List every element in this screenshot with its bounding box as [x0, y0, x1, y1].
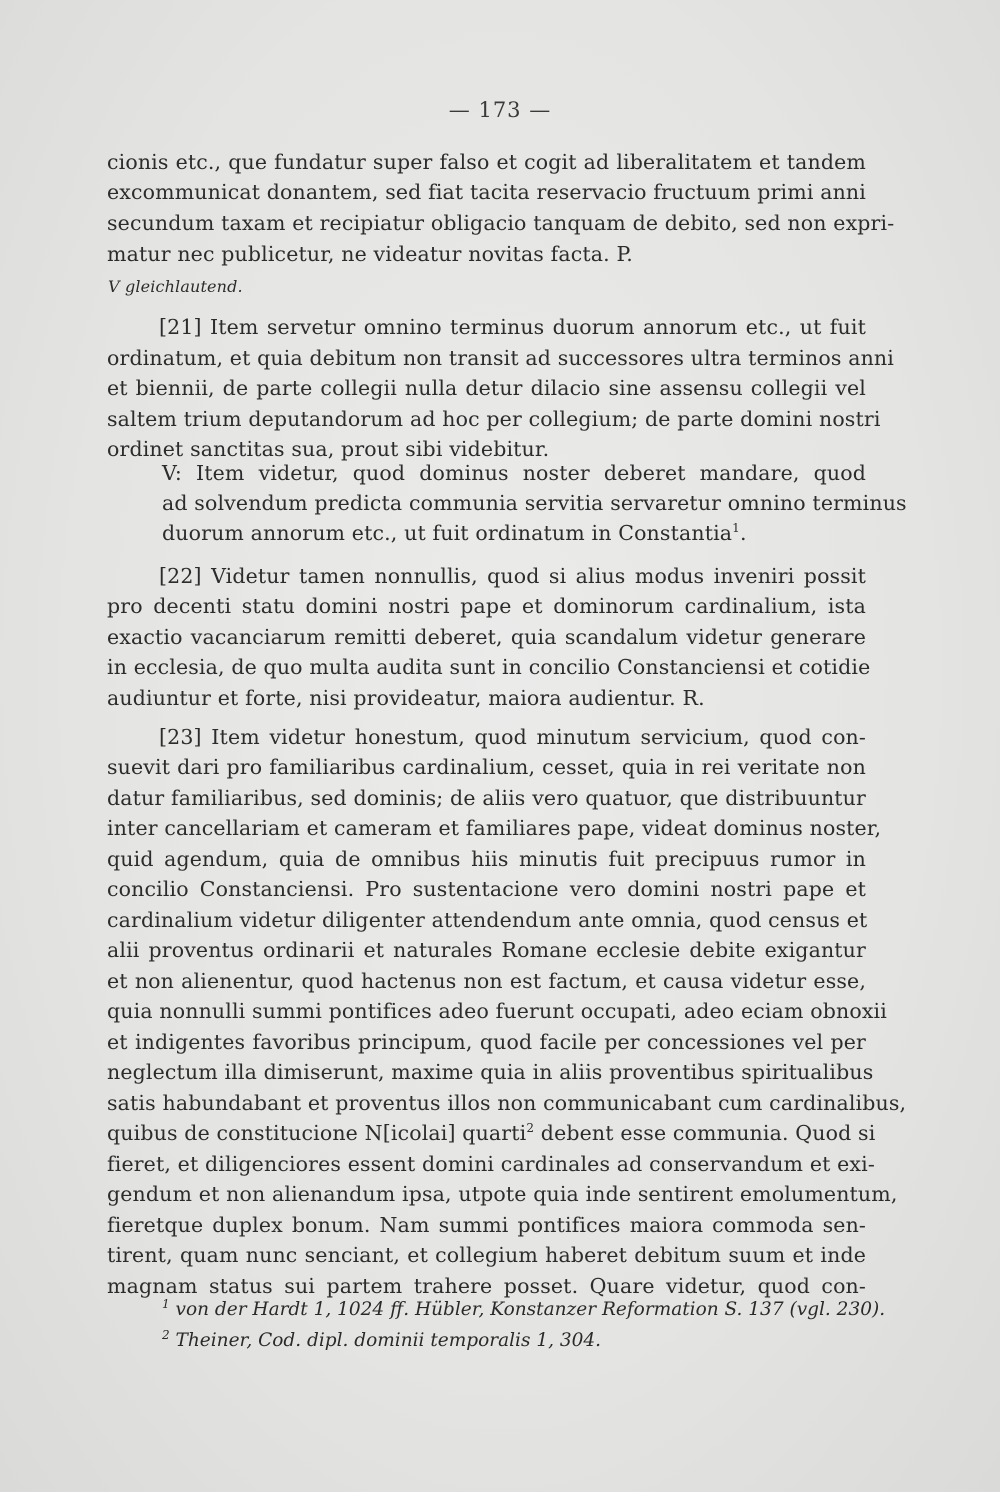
text-line: gendum et non alienandum ipsa, utpote quia inde sentirent emolumentum,	[107, 1182, 898, 1206]
text-line: excommunicat donantem, sed fiat tacita reservacio fructuum primi anni	[107, 180, 866, 204]
text-line: quid agendum, quia de omnibus hiis minutis fuit precipuus rumor in	[107, 847, 866, 871]
footnote-ref-1: 1	[732, 521, 740, 536]
footnote-text: Theiner, Cod. dipl. dominii temporalis 1, 304.	[175, 1330, 602, 1351]
footnote-marker: 1	[162, 1296, 170, 1311]
text-line: audiuntur et forte, nisi provideatur, maiora audientur. R.	[107, 686, 705, 710]
text-line: cardinalium videtur diligenter attendendum ante omnia, quod census et	[107, 908, 868, 932]
text-line: suevit dari pro familiaribus cardinalium, cesset, quia in rei veritate non	[107, 755, 866, 779]
text-line: alii proventus ordinarii et naturales Romane ecclesie debite exigantur	[107, 938, 866, 962]
text-line: inter cancellariam et cameram et familiares pape, videat dominus noster,	[107, 816, 882, 840]
line-text: quibus de constitucione N[icolai] quarti	[107, 1121, 527, 1145]
text-line: duorum annorum etc., ut fuit ordinatum in Constantia$^1$.	[162, 521, 747, 545]
text-line: cionis etc., que fundatur super falso et cogit ad liberalitatem et tandem	[107, 150, 866, 174]
text-line: ordinet sanctitas sua, prout sibi videbitur.	[107, 437, 550, 461]
text-line: fieretque duplex bonum. Nam summi pontifices maiora commoda sen-	[107, 1213, 866, 1237]
page-number: — 173 —	[448, 98, 552, 122]
text-line: ordinatum, et quia debitum non transit ad successores ultra terminos anni	[107, 346, 894, 370]
text-line: pro decenti statu domini nostri pape et dominorum cardinalium, ista	[107, 594, 866, 618]
variant-v-start: V: Item videtur, quod dominus noster deberet mandare, quod	[162, 461, 866, 485]
text-line: magnam status sui partem trahere posset. Quare videtur, quod con-	[107, 1274, 866, 1298]
text-line: saltem trium deputandorum ad hoc per collegium; de parte domini nostri	[107, 407, 881, 431]
text-line: datur familiaribus, sed dominis; de aliis vero quatuor, que distribuuntur	[107, 786, 866, 810]
text-line: tirent, quam nunc senciant, et collegium haberet debitum suum et inde	[107, 1243, 866, 1267]
text-line: concilio Constanciensi. Pro sustentacione vero domini nostri pape et	[107, 877, 866, 901]
text-line: ad solvendum predicta communia servitia servaretur omnino terminus	[162, 491, 907, 515]
line-text: debent esse communia. Quod si	[534, 1121, 876, 1145]
variant-note: V gleichlautend.	[108, 277, 243, 296]
text-line: neglectum illa dimiserunt, maxime quia in aliis proventibus spiritualibus	[107, 1060, 874, 1084]
line-text: duorum annorum etc., ut fuit ordinatum in Constantia	[162, 521, 733, 545]
text-line: fieret, et diligenciores essent domini cardinales ad conservandum et exi-	[107, 1152, 875, 1176]
text-line	[107, 1118, 876, 1148]
text-line: exactio vacanciarum remitti deberet, quia scandalum videtur generare	[107, 625, 866, 649]
text-line: et biennii, de parte collegii nulla detur dilacio sine assensu collegii vel	[107, 376, 866, 400]
text-line: matur nec publicetur, ne videatur novitas facta. P.	[107, 242, 633, 266]
text-line: et indigentes favoribus principum, quod facile per concessiones vel per	[107, 1030, 866, 1054]
text-line: secundum taxam et recipiatur obligacio tanquam de debito, sed non expri-	[107, 211, 895, 235]
paragraph-23-start: [23] Item videtur honestum, quod minutum servicium, quod con-	[159, 725, 866, 749]
footnote-marker: 2	[162, 1327, 170, 1342]
paragraph-21-start: [21] Item servetur omnino terminus duorum annorum etc., ut fuit	[159, 315, 866, 339]
paragraph-22-start: [22] Videtur tamen nonnullis, quod si alius modus inveniri possit	[159, 564, 866, 588]
text-line: quia nonnulli summi pontifices adeo fuerunt occupati, adeo eciam obnoxii	[107, 999, 887, 1023]
text-line: in ecclesia, de quo multa audita sunt in concilio Constanciensi et cotidie	[107, 655, 871, 679]
text-line: et non alienentur, quod hactenus non est factum, et causa videtur esse,	[107, 969, 866, 993]
footnote-ref-2: 2	[526, 1121, 535, 1136]
footnote-2	[162, 1327, 601, 1355]
text-line: satis habundabant et proventus illos non communicabant cum cardinalibus,	[107, 1091, 907, 1115]
footnote-text: von der Hardt 1, 1024 ff. Hübler, Konstanzer Reformation S. 137 (vgl. 230).	[175, 1299, 886, 1320]
footnote-1	[162, 1296, 885, 1324]
